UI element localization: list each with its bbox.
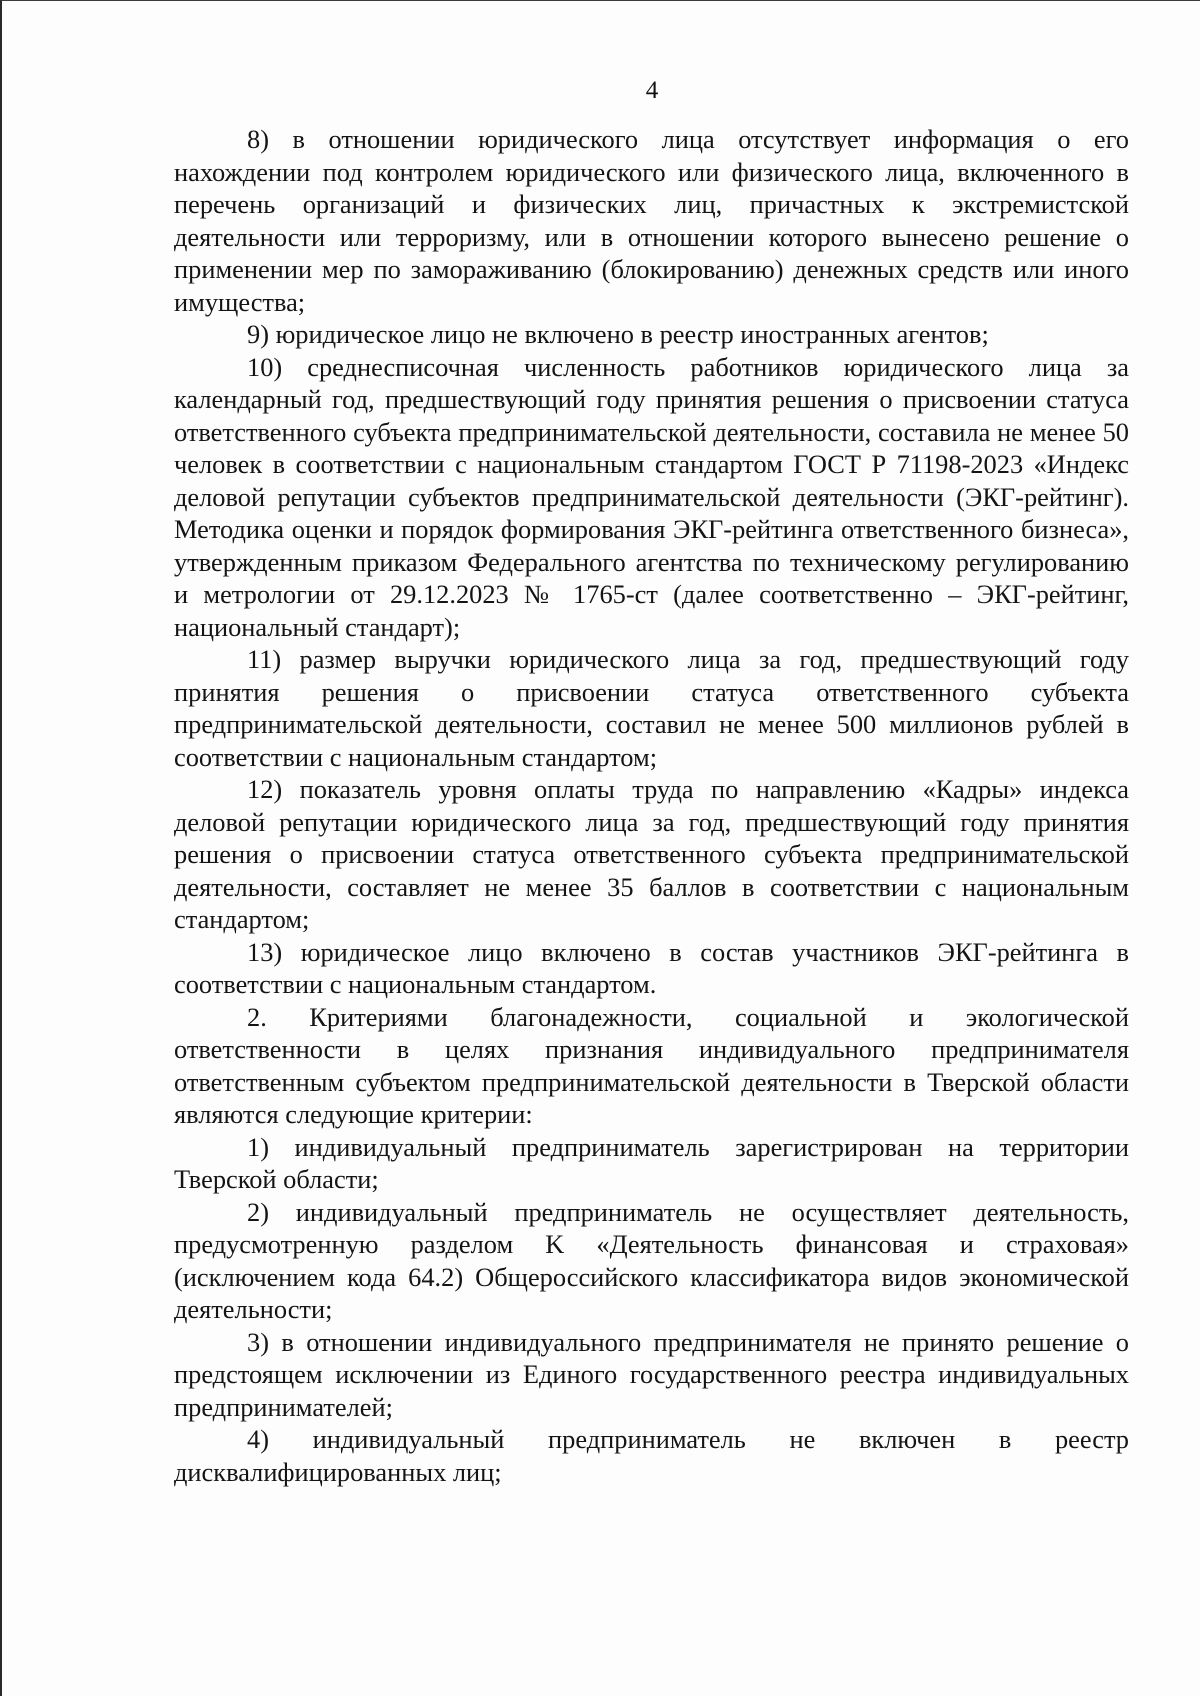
paragraph-item-12: 12) показатель уровня оплаты труда по направлению «Кадры» индекса деловой репутации юридического лица за год, предшествующий году принятия решения о присвоении статуса ответственного субъекта предпринимательской деятельности, составляет не менее 35 баллов в соответствии с национальным стандартом; <box>174 774 1129 934</box>
paragraph-item-9: 9) юридическое лицо не включено в реестр иностранных агентов; <box>247 319 989 349</box>
page-number: 4 <box>645 77 659 104</box>
paragraph-section-2: 2. Критериями благонадежности, социальной и экологической ответственности в целях признания индивидуального предпринимателя ответственным субъектом предпринимательской деятельности в Тверской области являются следующие критерии: <box>174 1001 1129 1129</box>
paragraph-item-10: 10) среднесписочная численность работников юридического лица за календарный год, предшествующий году принятия решения о присвоении статуса ответственного субъекта предпринимательской деятельности, составила не менее 50 человек в соответствии с национальным стандартом ГОСТ Р 71198-2023 «Индекс деловой репутации субъектов предпринимательской деятельности (ЭКГ-рейтинг). Методика оценки и порядок формирования ЭКГ-рейтинга ответственного бизнеса», утвержденным приказом Федерального агентства по техническому регулированию и метрологии от 29.12.2023 № 1765-ст (далее соответственно – ЭКГ-рейтинг, национальный стандарт); <box>174 351 1129 642</box>
paragraph-item-11: 11) размер выручки юридического лица за год, предшествующий году принятия решения о присвоении статуса ответственного субъекта предпринимательской деятельности, составил не менее 500 миллионов рублей в соответствии с национальным стандартом; <box>174 644 1129 772</box>
paragraph-ip-item-1: 1) индивидуальный предприниматель зарегистрирован на территории Тверской области; <box>174 1131 1129 1194</box>
paragraph-item-8: 8) в отношении юридического лица отсутствует информация о его нахождении под контролем юридического или физического лица, включенного в перечень организаций и физических лиц, причастных к экстремистской деятельности или терроризму, или в отношении которого вынесено решение о применении мер по замораживанию (блокированию) денежных средств или иного имущества; <box>174 124 1129 317</box>
paragraph-item-13: 13) юридическое лицо включено в состав участников ЭКГ-рейтинга в соответствии с национальным стандартом. <box>174 936 1129 999</box>
paragraph-ip-item-3: 3) в отношении индивидуального предпринимателя не принято решение о предстоящем исключении из Единого государственного реестра индивидуальных предпринимателей; <box>174 1326 1129 1422</box>
paragraph-ip-item-4: 4) индивидуальный предприниматель не включен в реестр дисквалифицированных лиц; <box>174 1424 1129 1487</box>
paragraph-ip-item-2: 2) индивидуальный предприниматель не осуществляет деятельность, предусмотренную разделом K «Деятельность финансовая и страховая» (исключением кода 64.2) Общероссийского классификатора видов экономической деятельности; <box>174 1196 1129 1324</box>
document-body <box>174 123 1129 1488</box>
